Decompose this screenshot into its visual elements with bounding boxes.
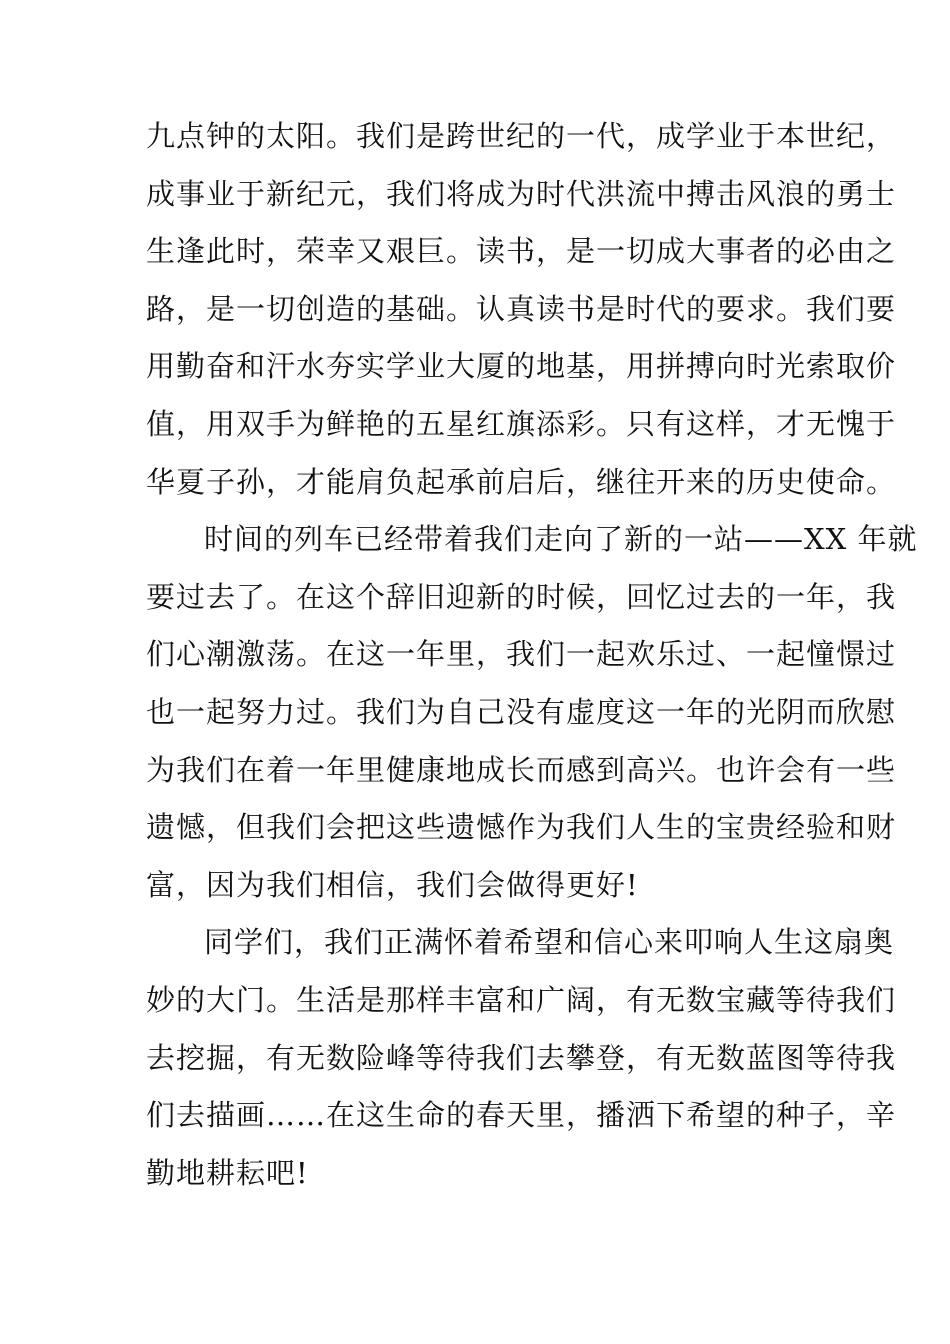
text-line: 遗憾，但我们会把这些遗憾作为我们人生的宝贵经验和财 (146, 810, 897, 845)
text-line: 九点钟的太阳。我们是跨世纪的一代，成学业于本世纪， (146, 119, 897, 153)
text-line: 妙的大门。生活是那样丰富和广阔，有无数宝藏等待我们 (146, 982, 897, 1017)
text-line: 们心潮激荡。在这一年里，我们一起欢乐过、一起憧憬过 (146, 637, 897, 672)
text-line: 要过去了。在这个辞旧迎新的时候，回忆过去的一年，我 (146, 579, 897, 614)
text-line: 富，因为我们相信，我们会做得更好! (146, 867, 639, 902)
text-line: 用勤奋和汗水夯实学业大厦的地基，用拼搏向时光索取价 (146, 349, 897, 384)
text-line: 为我们在着一年里健康地成长而感到高兴。也许会有一些 (146, 752, 897, 787)
text-line: 路，是一切创造的基础。认真读书是时代的要求。我们要 (146, 291, 897, 326)
body-text (146, 108, 918, 1202)
text-line: 成事业于新纪元，我们将成为时代洪流中搏击风浪的勇士 (146, 176, 897, 211)
text-line: 们去描画……在这生命的春天里，播洒下希望的种子，辛 (146, 1098, 897, 1133)
text-line: 去挖掘，有无数险峰等待我们去攀登，有无数蓝图等待我 (146, 1040, 897, 1075)
text-line: 值，用双手为鲜艳的五星红旗添彩。只有这样，才无愧于 (146, 406, 897, 441)
paragraph-start-line: 时间的列车已经带着我们走向了新的一站——XX 年就 (204, 522, 918, 557)
paragraph-start-line: 同学们，我们正满怀着希望和信心来叩响人生这扇奥 (204, 925, 895, 960)
text-line: 华夏子孙，才能肩负起承前启后，继往开来的历史使命。 (146, 464, 897, 499)
text-line: 也一起努力过。我们为自己没有虚度这一年的光阴而欣慰 (146, 694, 897, 729)
text-line: 勤地耕耘吧! (146, 1155, 309, 1190)
text-line: 生逢此时，荣幸又艰巨。读书，是一切成大事者的必由之 (146, 234, 897, 269)
